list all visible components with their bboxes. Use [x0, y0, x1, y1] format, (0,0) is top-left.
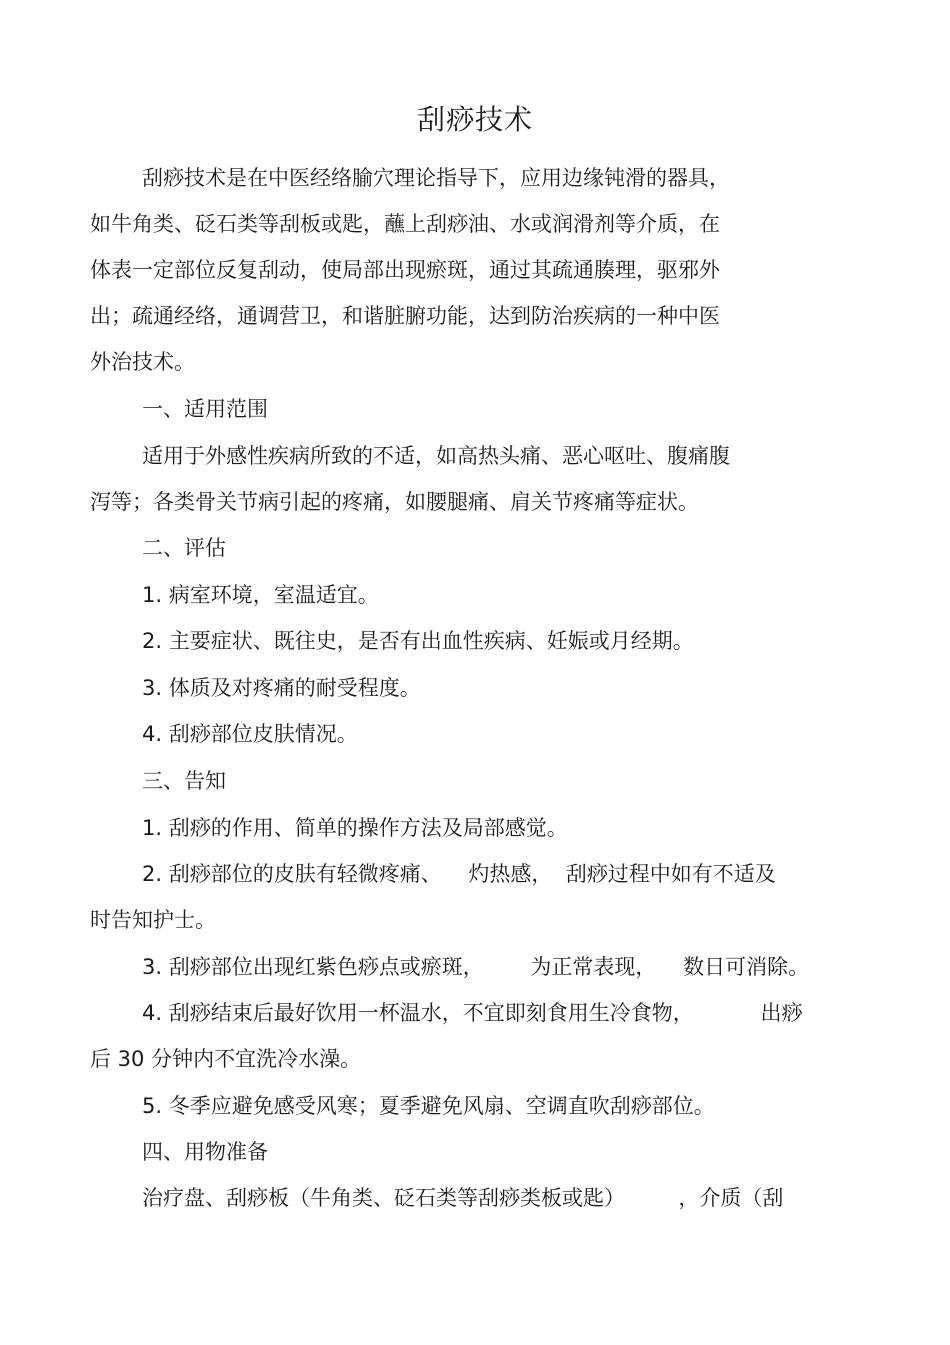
intro-line-1: 刮痧技术是在中医经络腧穴理论指导下，应用边缘钝滑的器具，	[142, 166, 730, 190]
section-heading-inform: 三、告知	[142, 769, 226, 793]
page-title: 刮痧技术	[416, 103, 533, 136]
intro-line-2: 如牛角类、砭石类等刮板或匙，蘸上刮痧油、水或润滑剂等介质，在	[90, 212, 720, 236]
assess-item-2: 2. 主要症状、既往史，是否有出血性疾病、妊娠或月经期。	[142, 629, 694, 653]
intro-line-3: 体表一定部位反复刮动，使局部出现瘀斑，通过其疏通腠理，驱邪外	[90, 258, 720, 282]
inform-item-2-line-1: 2. 刮痧部位的皮肤有轻微疼痛、 灼热感， 刮痧过程中如有不适及	[142, 862, 776, 886]
section-heading-assess: 二、评估	[142, 536, 226, 560]
inform-item-5: 5. 冬季应避免感受风寒；夏季避免风扇、空调直吹刮痧部位。	[142, 1094, 715, 1118]
section-heading-supplies: 四、用物准备	[142, 1140, 268, 1164]
assess-item-1: 1. 病室环境，室温适宜。	[142, 583, 379, 607]
assess-item-3: 3. 体质及对疼痛的耐受程度。	[142, 676, 421, 700]
inform-item-1: 1. 刮痧的作用、简单的操作方法及局部感觉。	[142, 816, 568, 840]
intro-line-4: 出；疏通经络，通调营卫，和谐脏腑功能，达到防治疾病的一种中医	[90, 304, 720, 328]
assess-item-4: 4. 刮痧部位皮肤情况。	[142, 722, 358, 746]
inform-item-3: 3. 刮痧部位出现红紫色痧点或瘀斑， 为正常表现， 数日可消除。	[142, 955, 810, 979]
inform-item-4-line-2: 后 30 分钟内不宜洗冷水澡。	[90, 1047, 362, 1071]
intro-line-5: 外治技术。	[90, 350, 195, 374]
supplies-line-1: 治疗盘、刮痧板（牛角类、砭石类等刮痧类板或匙） ，介质（刮	[142, 1186, 784, 1210]
inform-item-4-line-1: 4. 刮痧结束后最好饮用一杯温水，不宜即刻食用生冷食物， 出痧	[142, 1001, 803, 1025]
section-heading-scope: 一、适用范围	[142, 397, 268, 421]
inform-item-2-line-2: 时告知护士。	[90, 908, 216, 932]
scope-line-1: 适用于外感性疾病所致的不适，如高热头痛、恶心呕吐、腹痛腹	[142, 444, 730, 468]
scope-line-2: 泻等；各类骨关节病引起的疼痛，如腰腿痛、肩关节疼痛等症状。	[90, 490, 699, 514]
